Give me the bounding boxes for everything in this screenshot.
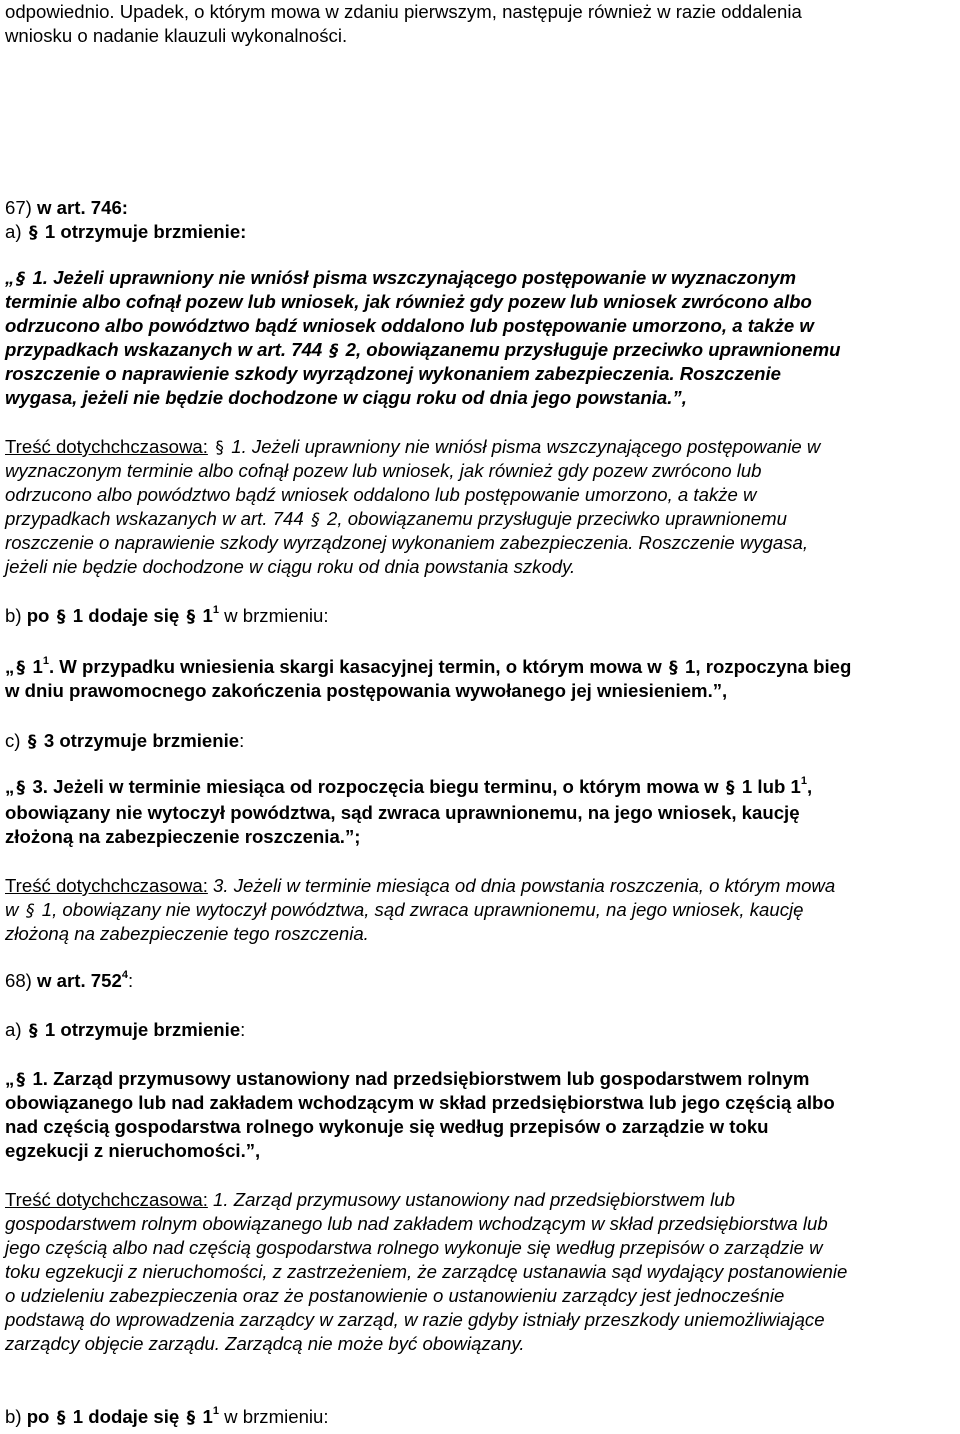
section-symbol: § — [329, 341, 339, 361]
quote-line — [5, 386, 687, 410]
quote-mark: „ — [5, 267, 15, 288]
quote-line — [5, 1139, 260, 1163]
section-symbol: § — [186, 1408, 196, 1428]
previous-text-line — [5, 459, 762, 483]
quote-text: złożoną na zabezpieczenie roszczenia.”; — [5, 826, 361, 847]
amendment-instruction: po — [26, 1406, 55, 1427]
letter-prefix: a) — [5, 1019, 27, 1040]
amendment-b-heading — [5, 1405, 329, 1430]
previous-text: przypadkach wskazanych w art. 744 — [5, 508, 309, 529]
amendment-a-heading — [5, 220, 246, 245]
previous-text: 1, obowiązany nie wytoczył powództwa, sąd zwraca uprawnionemu, na jego wniosek, kaucję — [36, 899, 804, 920]
previous-text-line — [5, 1260, 847, 1284]
quote-line — [5, 1091, 835, 1115]
amendment-instruction: 1 dodaje się — [67, 605, 185, 626]
paragraph-text: wniosku o nadanie klauzuli wykonalności. — [5, 25, 348, 46]
previous-text: 2, obowiązanemu przysługuje przeciwko uprawnionemu — [321, 508, 787, 529]
quote-text: 1, rozpoczyna bieg — [679, 656, 852, 677]
previous-text-line — [5, 1332, 525, 1356]
previous-text-line — [5, 483, 756, 507]
quote-text: nad częścią gospodarstwa rolnego wykonuje się według przepisów o zarządzie w toku — [5, 1116, 769, 1137]
amendment-instruction: po — [26, 605, 55, 626]
section-symbol: § — [726, 778, 735, 798]
quote-line — [5, 679, 727, 703]
amendment-a-heading — [5, 1018, 245, 1043]
previous-text-line — [5, 1236, 823, 1260]
previous-text: w — [5, 899, 24, 920]
amendment-c-heading — [5, 729, 244, 754]
quote-text: 1. Zarząd przymusowy ustanowiony nad przedsiębiorstwem lub gospodarstwem rolnym — [27, 1068, 810, 1089]
colon: : — [127, 970, 134, 991]
previous-text-line — [5, 1308, 825, 1332]
point-number: 67) — [5, 197, 38, 218]
superscript: 1 — [800, 774, 807, 787]
section-symbol: § — [28, 1021, 38, 1041]
quote-text: 1. Jeżeli uprawniony nie wniósł pisma wszczynającego postępowanie w wyznaczonym — [27, 267, 797, 288]
point-68-heading — [5, 969, 133, 993]
section-symbol: § — [56, 1408, 66, 1428]
quote-line — [5, 290, 812, 314]
letter-prefix: b) — [5, 1406, 27, 1427]
quote-text: roszczenie o naprawienie szkody wyrządzonej wykonaniem zabezpieczenia. Roszczenie — [5, 363, 782, 384]
previous-text-line — [5, 1284, 784, 1308]
quote-line — [5, 655, 851, 680]
amendment-instruction: w brzmieniu: — [219, 1406, 329, 1427]
previous-text-line — [5, 531, 808, 555]
quote-text: obowiązany nie wytoczył powództwa, sąd zwraca uprawnionemu, na jego wniosek, kaucję — [5, 802, 800, 823]
section-symbol: § — [186, 607, 196, 627]
quote-mark: „ — [5, 656, 15, 677]
amendment-instruction: 3 otrzymuje brzmienie — [38, 730, 240, 751]
previous-text: toku egzekucji z nieruchomości, z zastrzeżeniem, że zarządcę ustanawia sąd wydający postanowienie — [5, 1261, 848, 1282]
previous-text-line — [5, 874, 835, 898]
previous-text: jego częścią albo nad częścią gospodarstwa rolnego wykonuje się według przepisów o zarządzie w — [5, 1237, 823, 1258]
quote-text: odrzucono albo powództwo bądź wniosek oddalono lub postępowanie umorzono, a także w — [5, 315, 814, 336]
section-symbol: § — [56, 607, 66, 627]
letter-prefix: a) — [5, 221, 27, 242]
previous-text-label: Treść dotychchczasowa: — [5, 1189, 208, 1210]
letter-prefix: c) — [5, 730, 26, 751]
previous-text: o udzieleniu zabezpieczenia oraz że postanowienie o ustanowieniu zarządcy jest jednocześnie — [5, 1285, 785, 1306]
section-symbol: § — [16, 269, 26, 289]
quote-text: 3. Jeżeli w terminie miesiąca od rozpoczęcia biegu terminu, o którym mowa w — [27, 776, 724, 797]
previous-text-label: Treść dotychchczasowa: — [5, 875, 208, 896]
point-67-heading — [5, 196, 128, 220]
article-ref: w art. 746: — [37, 197, 128, 218]
previous-text: roszczenie o naprawienie szkody wyrządzonej wykonaniem zabezpieczenia. Roszczenie wygasa, — [5, 532, 809, 553]
previous-text: złożoną na zabezpieczenie tego roszczenia. — [5, 923, 369, 944]
section-symbol: § — [215, 438, 224, 458]
section-symbol: § — [16, 778, 26, 798]
previous-text-line — [5, 898, 803, 923]
previous-text: zarządcy objęcie zarządu. Zarządcą nie może być obowiązany. — [5, 1333, 525, 1354]
amendment-instruction: 1 — [197, 605, 213, 626]
colon: : — [240, 1019, 246, 1040]
superscript: 4 — [121, 968, 128, 981]
section-symbol: § — [16, 1070, 26, 1090]
point-number: 68) — [5, 970, 38, 991]
previous-text: gospodarstwem rolnym obowiązanego lub nad zakładem wchodzącym w skład przedsiębiorstwa lub — [5, 1213, 828, 1234]
amendment-instruction: 1 otrzymuje brzmienie: — [39, 221, 247, 242]
quote-text: w dniu prawomocnego zakończenia postępowania wywołanego jej wniesieniem.”, — [5, 680, 728, 701]
quote-line — [5, 1115, 769, 1139]
section-symbol: § — [25, 901, 35, 921]
quote-line — [5, 801, 800, 825]
previous-text-line — [5, 1188, 735, 1212]
text-line — [5, 0, 802, 24]
previous-text: jeżeli nie będzie dochodzone w ciągu roku od dnia powstania szkody. — [5, 556, 576, 577]
paragraph-text: odpowiednio. Upadek, o którym mowa w zdaniu pierwszym, następuje również w razie oddalenia — [5, 1, 802, 22]
amendment-instruction: 1 dodaje się — [67, 1406, 185, 1427]
quote-text: egzekucji z nieruchomości.”, — [5, 1140, 261, 1161]
previous-text: podstawą do wprowadzenia zarządcy w zarząd, w razie gdyby istniały przeszkody uniemożliwiające — [5, 1309, 825, 1330]
superscript: 1 — [212, 603, 220, 616]
section-symbol: § — [27, 732, 37, 752]
previous-text: 1. Jeżeli uprawniony nie wniósł pisma wszczynającego postępowanie w — [226, 436, 821, 457]
quote-text: wygasa, jeżeli nie będzie dochodzone w ciągu roku od dnia jego powstania.”, — [5, 387, 687, 408]
quote-text: , — [806, 776, 813, 797]
quote-line — [5, 266, 796, 291]
amendment-instruction: 1 otrzymuje brzmienie — [39, 1019, 241, 1040]
previous-text-line — [5, 507, 787, 532]
amendment-instruction: w brzmieniu: — [219, 605, 329, 626]
quote-line — [5, 338, 841, 363]
quote-line — [5, 825, 360, 849]
quote-line — [5, 362, 781, 386]
section-symbol: § — [669, 658, 678, 678]
previous-text-line — [5, 435, 820, 460]
quote-line — [5, 775, 812, 800]
amendment-b-heading — [5, 604, 329, 629]
quote-text: terminie albo cofnął pozew lub wniosek, jak również gdy pozew lub wniosek zwrócono albo — [5, 291, 812, 312]
quote-text: . W przypadku wniesienia skargi kasacyjnej termin, o którym mowa w — [48, 656, 667, 677]
quote-text: obowiązanego lub nad zakładem wchodzącym w skład przedsiębiorstwa lub jego częścią albo — [5, 1092, 835, 1113]
quote-mark: „ — [5, 776, 15, 797]
amendment-instruction: 1 — [197, 1406, 213, 1427]
quote-mark: „ — [5, 1068, 15, 1089]
quote-text: 1 lub 1 — [736, 776, 801, 797]
quote-line — [5, 1067, 809, 1092]
previous-text-line — [5, 555, 575, 579]
previous-text-label: Treść dotychchczasowa: — [5, 436, 208, 457]
superscript: 1 — [42, 654, 49, 667]
article-ref: w art. 752 — [37, 970, 122, 991]
quote-text: 2, obowiązanemu przysługuje przeciwko uprawnionemu — [340, 339, 841, 360]
section-symbol: § — [28, 223, 38, 243]
previous-text: odrzucono albo powództwo bądź wniosek oddalono lub postępowanie umorzono, a także w — [5, 484, 757, 505]
section-symbol: § — [16, 658, 26, 678]
quote-line — [5, 314, 814, 338]
previous-text: 3. Jeżeli w terminie miesiąca od dnia powstania roszczenia, o którym mowa — [207, 875, 836, 896]
superscript: 1 — [212, 1404, 220, 1417]
colon: : — [239, 730, 245, 751]
previous-text-line — [5, 1212, 828, 1236]
section-symbol: § — [311, 510, 320, 530]
quote-text: 1 — [27, 656, 43, 677]
previous-text: 1. Zarząd przymusowy ustanowiony nad przedsiębiorstwem lub — [207, 1189, 735, 1210]
letter-prefix: b) — [5, 605, 27, 626]
quote-text: przypadkach wskazanych w art. 744 — [5, 339, 328, 360]
previous-text: wyznaczonym terminie albo cofnął pozew lub wniosek, jak również gdy pozew zwrócono lub — [5, 460, 762, 481]
previous-text-line — [5, 922, 369, 946]
text-line — [5, 24, 347, 48]
